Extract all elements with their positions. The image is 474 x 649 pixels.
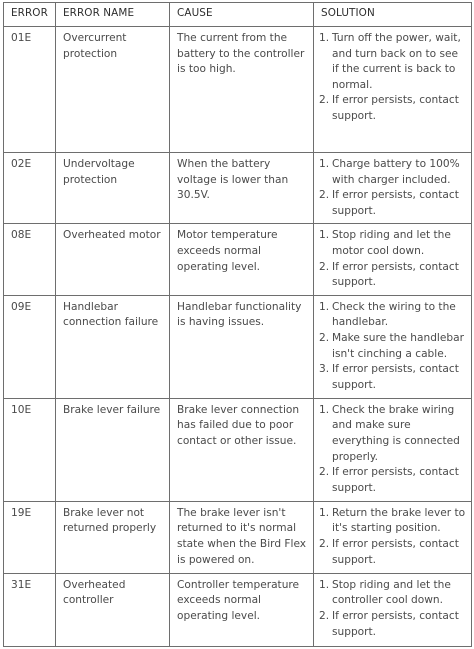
solution-steps [321, 578, 467, 640]
table-row [4, 153, 472, 224]
solution-step [321, 31, 467, 93]
error-name: Undervoltage protection [56, 153, 170, 224]
step-number: 2. [319, 189, 330, 202]
header-cause: CAUSE [170, 3, 314, 27]
solution-step [321, 362, 467, 393]
solution-step [321, 228, 467, 259]
error-solution [314, 153, 472, 224]
step-text: Charge battery to 100% with charger included. [332, 158, 460, 186]
step-text: Check the brake wiring and make sure everything is connected properly. [332, 403, 460, 463]
step-text: If error persists, contact support. [332, 189, 459, 217]
solution-steps [321, 157, 467, 219]
step-number: 1. [319, 158, 330, 170]
error-cause: Brake lever connection has failed due to poor contact or other issue. [170, 398, 314, 501]
step-text: If error persists, contact support. [332, 94, 459, 122]
step-number: 2. [319, 260, 330, 273]
error-code: 09E [4, 295, 56, 398]
header-error-name: ERROR NAME [56, 3, 170, 27]
table-row [4, 398, 472, 501]
error-solution [314, 398, 472, 501]
solution-step [321, 188, 467, 219]
error-name: Brake lever failure [56, 398, 170, 501]
solution-step [321, 93, 467, 124]
header-solution: SOLUTION [314, 3, 472, 27]
error-name: Handlebar connection failure [56, 295, 170, 398]
solution-steps [321, 228, 467, 290]
header-error: ERROR [4, 3, 56, 27]
error-code: 02E [4, 153, 56, 224]
table-row [4, 27, 472, 153]
step-number: 2. [319, 537, 330, 550]
step-number: 1. [319, 32, 330, 44]
step-text: Make sure the handlebar isn't cinching a cable. [332, 331, 464, 360]
solution-step [321, 403, 467, 465]
error-solution [314, 573, 472, 646]
error-code: 31E [4, 573, 56, 646]
error-code: 01E [4, 27, 56, 153]
step-text: Turn off the power, wait, and turn back on to see if the current is back to normal. [332, 32, 461, 91]
step-number: 2. [319, 609, 330, 622]
solution-steps [321, 506, 467, 568]
error-code: 10E [4, 398, 56, 501]
step-text: If error persists, contact support. [332, 537, 459, 566]
solution-step [321, 578, 467, 609]
error-name: Overcurrent protection [56, 27, 170, 153]
step-number: 1. [319, 229, 330, 242]
solution-steps [321, 403, 467, 497]
error-name: Overheated motor [56, 224, 170, 295]
solution-step [321, 465, 467, 496]
error-solution [314, 295, 472, 398]
error-solution [314, 27, 472, 153]
solution-step [321, 157, 467, 188]
error-solution [314, 224, 472, 295]
solution-step [321, 300, 467, 331]
step-text: If error persists, contact support. [332, 260, 459, 289]
step-text: Return the brake lever to it's starting position. [332, 506, 466, 535]
step-text: If error persists, contact support. [332, 363, 459, 391]
error-cause: Handlebar functionality is having issues. [170, 295, 314, 398]
step-number: 1. [319, 506, 330, 519]
step-text: Stop riding and let the motor cool down. [332, 229, 451, 257]
table-header-row [4, 3, 472, 27]
step-number: 2. [319, 466, 330, 479]
solution-step [321, 260, 467, 291]
table-row [4, 573, 472, 646]
step-text: If error persists, contact support. [332, 609, 459, 638]
solution-step [321, 506, 467, 537]
step-text: Check the wiring to the handlebar. [332, 300, 456, 329]
error-cause: The current from the battery to the controller is too high. [170, 27, 314, 153]
solution-step [321, 609, 467, 640]
step-number: 1. [319, 578, 330, 591]
table-row [4, 501, 472, 573]
error-code: 08E [4, 224, 56, 295]
solution-steps [321, 300, 467, 394]
table-row [4, 295, 472, 398]
error-cause: The brake lever isn't returned to it's normal state when the Bird Flex is powered on. [170, 501, 314, 573]
step-text: Stop riding and let the controller cool down. [332, 578, 451, 607]
solution-step [321, 331, 467, 362]
error-code-table [3, 2, 472, 647]
error-cause: When the battery voltage is lower than 30.5V. [170, 153, 314, 224]
error-cause: Motor temperature exceeds normal operating level. [170, 224, 314, 295]
step-number: 1. [319, 403, 330, 416]
step-number: 3. [319, 363, 330, 376]
solution-step [321, 537, 467, 568]
error-name: Overheated controller [56, 573, 170, 646]
table-row [4, 224, 472, 295]
error-cause: Controller temperature exceeds normal operating level. [170, 573, 314, 646]
solution-steps [321, 31, 467, 125]
step-text: If error persists, contact support. [332, 466, 459, 494]
error-name: Brake lever not returned properly [56, 501, 170, 573]
error-solution [314, 501, 472, 573]
step-number: 2. [319, 331, 330, 344]
step-number: 2. [319, 94, 330, 107]
error-code: 19E [4, 501, 56, 573]
step-number: 1. [319, 300, 330, 313]
